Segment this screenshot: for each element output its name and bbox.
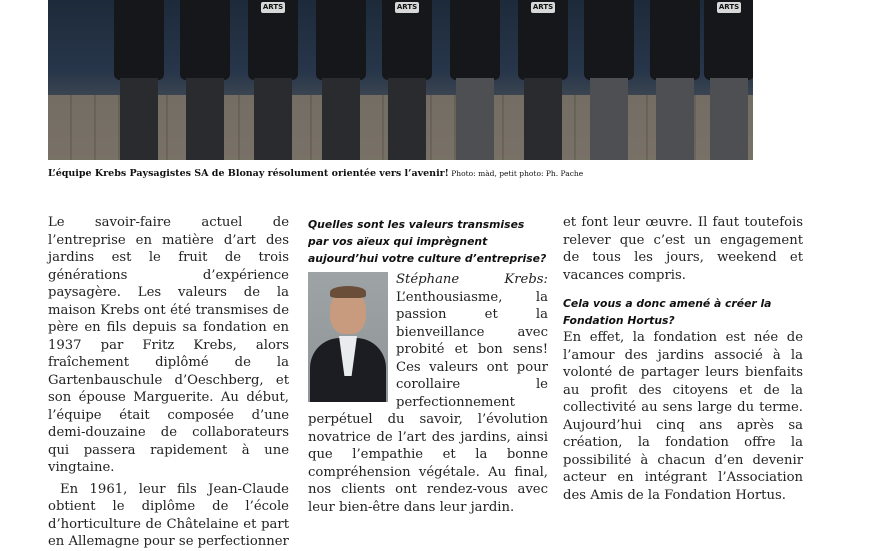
paragraph: Le savoir-faire actuel de l’entreprise en matière d’art des jardins est le fruit de trois générations d’expérience paysagère. Les valeurs de la maison Krebs ont été transmises de père en fils depuis sa fondation en 1937 par Fritz Krebs, alors fraîchement diplômé de la Gartenbauschule d’Oeschberg, et son épouse Marguerite. Au début, l’équipe était composée d’une demi-douzaine de collaborateurs qui passera rapidement à une vingtaine.: [48, 215, 289, 475]
article-column-1: [48, 214, 289, 551]
team-member: [446, 0, 504, 160]
interview-question: Quelles sont les valeurs transmises par vos aïeux qui imprègnent aujourd’hui votre culture d’entreprise?: [308, 218, 547, 265]
photo-caption: [48, 168, 768, 179]
team-member: [244, 0, 302, 160]
company-logo: ARTS: [718, 3, 740, 11]
paragraph: En effet, la fondation est née de l’amour des jardins associé à la volonté de partager leurs bienfaits au profit des citoyens et de la collectivité au sens large du terme. Aujourd’hui cinq ans après sa création, la fondation offre la possibilité à chacun d’en devenir acteur en intégrant l’Association des Amis de la Fondation Hortus.: [563, 330, 803, 503]
portrait-photo: [308, 272, 388, 402]
company-logo: ARTS: [396, 3, 418, 11]
photo-credit: Photo: màd, petit photo: Ph. Pache: [448, 169, 584, 178]
speaker-name: Stéphane Krebs:: [396, 272, 548, 287]
company-logo: ARTS: [262, 3, 284, 11]
article-column-2: [308, 216, 548, 516]
article-column-3: [563, 214, 803, 504]
team-member: [700, 0, 753, 160]
company-logo: ARTS: [532, 3, 554, 11]
team-member: [176, 0, 234, 160]
team-member: [580, 0, 638, 160]
paragraph: et font leur œuvre. Il faut toutefois relever que c’est un engagement de tous les jours, weekend et vacances compris.: [563, 215, 803, 283]
answer-text: L’enthousiasme, la passion et la bienveillance avec probité et bon sens! Ces valeurs ont pour corollaire le perfectionnement perpétuel du savoir, l’évolution novatrice de l’art des jardins, ainsi que l’empathie et la bonne compréhension végétale. Au final, nos clients ont rendez-vous avec leur bien-être dans leur jardin.: [308, 289, 548, 515]
team-member: [646, 0, 704, 160]
interview-question: Cela vous a donc amené à créer la Fondation Hortus?: [563, 297, 772, 327]
caption-text: L’équipe Krebs Paysagistes SA de Blonay résolument orientée vers l’avenir!: [48, 168, 449, 179]
team-member: [312, 0, 370, 160]
team-member: [378, 0, 436, 160]
team-member: [514, 0, 572, 160]
team-photo: [48, 0, 753, 160]
paragraph: En 1961, leur fils Jean-Claude obtient le diplôme de l’école d’horticulture de Châtelaine et part en Allemagne pour se perfectionner: [48, 481, 289, 549]
team-member: [110, 0, 168, 160]
